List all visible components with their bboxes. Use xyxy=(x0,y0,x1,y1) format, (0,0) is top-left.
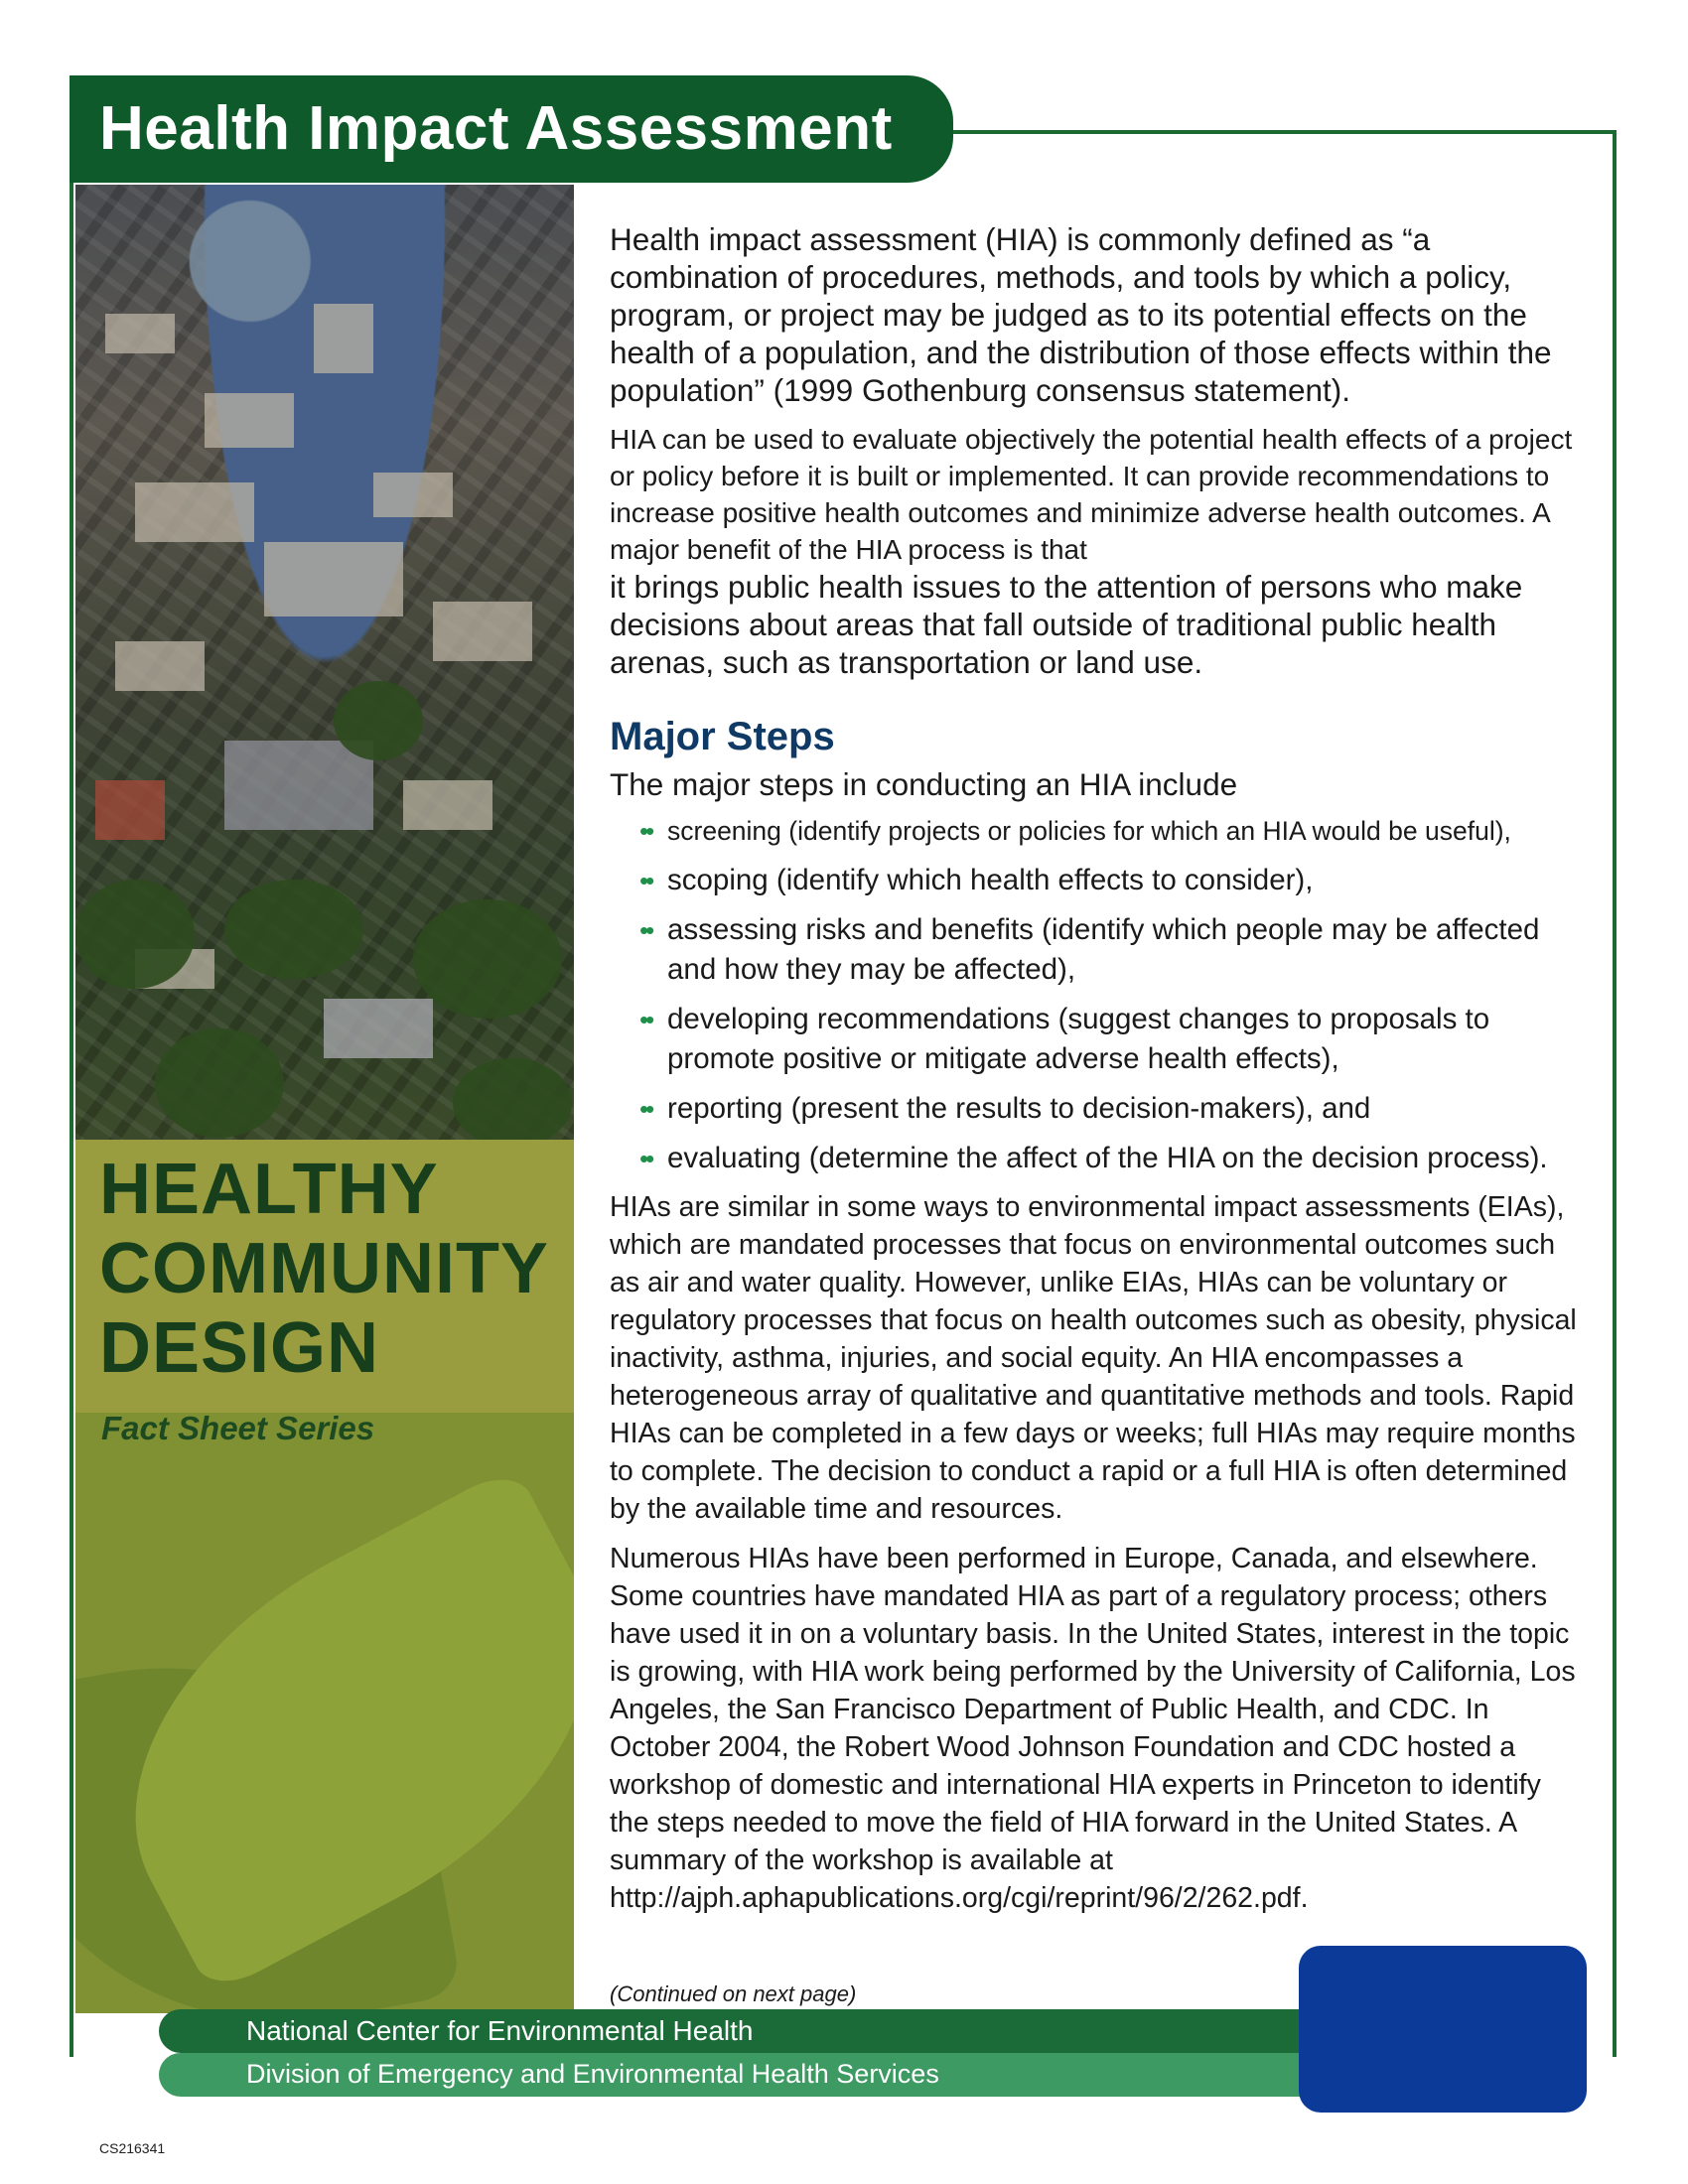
footer-center-band xyxy=(159,2009,1311,2053)
list-item: •• developing recommendations (suggest changes to proposals to promote positive or mitigate adverse health effects), xyxy=(639,1000,1588,1079)
bullet-icon: •• xyxy=(639,1144,652,1173)
continued-note: (Continued on next page) xyxy=(610,1981,857,2006)
series-title: HEALTHY COMMUNITY DESIGN xyxy=(99,1150,549,1388)
footer-division-band xyxy=(159,2053,1311,2097)
main-content xyxy=(610,220,1588,1929)
paragraph-hia-history: Numerous HIAs have been performed in Europe, Canada, and elsewhere. Some countries have mandated HIA as part of a regulatory process; others have used it in on a voluntary basis. In the United States, interest in the topic is growing, with HIA work being performed by the University of California, Los Angeles, the San Francisco Department of Public Health, and CDC. In October 2004, the Robert Wood Johnson Foundation and CDC hosted a workshop of domestic and international HIA experts in Princeton to identify the steps needed to move the field of HIA forward in the United States. A summary of the workshop is available at http://ajph.aphapublications.org/cgi/reprint/96/2/262.pdf. xyxy=(610,1543,1576,1914)
series-panel xyxy=(75,1140,574,2013)
steps-intro: The major steps in conducting an HIA include xyxy=(610,766,1238,802)
paragraph-hia-use: HIA can be used to evaluate objectively the potential health effects of a project or policy before it is built or implemented. It can provide recommendations to increase positive health outcomes and minimize adverse health outcomes. A major benefit of the HIA process is that xyxy=(610,424,1573,565)
section-heading: Major Steps xyxy=(610,715,835,758)
list-item: •• scoping (identify which health effects to consider), xyxy=(639,861,1588,900)
steps-list xyxy=(639,811,1588,1178)
bullet-icon: •• xyxy=(639,1094,652,1124)
bullet-icon: •• xyxy=(639,1005,652,1034)
list-item: •• screening (identify projects or policies for which an HIA would be useful), xyxy=(639,811,1588,851)
list-item: •• evaluating (determine the affect of the HIA on the decision process). xyxy=(639,1139,1588,1178)
logo-box xyxy=(1299,1946,1587,2113)
intro-paragraph: Health impact assessment (HIA) is commonly defined as “a combination of procedures, methods, and tools by which a policy, program, or project may be judged as to its potential effects on the health of a population, and the distribution of those effects within the population” (1999 Gothenburg consensus statement). xyxy=(610,221,1552,408)
paragraph-hia-benefit: it brings public health issues to the attention of persons who make decisions about areas that fall outside of traditional public health arenas, such as transportation or land use. xyxy=(610,569,1523,680)
frame-top-rule xyxy=(933,130,1617,134)
bullet-icon: •• xyxy=(639,816,652,846)
aerial-city-photo xyxy=(75,185,574,1140)
footer-division-name: Division of Emergency and Environmental Health Services xyxy=(246,2059,939,2089)
series-subtitle: Fact Sheet Series xyxy=(101,1410,375,1446)
list-item: •• reporting (present the results to decision-makers), and xyxy=(639,1089,1588,1129)
bullet-icon: •• xyxy=(639,915,652,945)
footer-center-name: National Center for Environmental Health xyxy=(246,2015,754,2046)
bullet-icon: •• xyxy=(639,866,652,895)
page-title: Health Impact Assessment xyxy=(99,94,893,163)
paragraph-eia-comparison: HIAs are similar in some ways to environmental impact assessments (EIAs), which are mandated processes that focus on environmental outcomes such as air and water quality. However, unlike EIAs, HIAs can be voluntary or regulatory processes that focus on health outcomes such as obesity, physical inactivity, asthma, injuries, and social equity. An HIA encompasses a heterogeneous array of qualitative and quantitative methods and tools. Rapid HIAs can be completed in a few days or weeks; full HIAs may require months to complete. The decision to conduct a rapid or a full HIA is often determined by the available time and resources. xyxy=(610,1191,1577,1525)
list-item: •• assessing risks and benefits (identify which people may be affected and how they may be affected), xyxy=(639,910,1588,990)
title-banner xyxy=(70,75,953,183)
document-code: CS216341 xyxy=(99,2140,166,2156)
